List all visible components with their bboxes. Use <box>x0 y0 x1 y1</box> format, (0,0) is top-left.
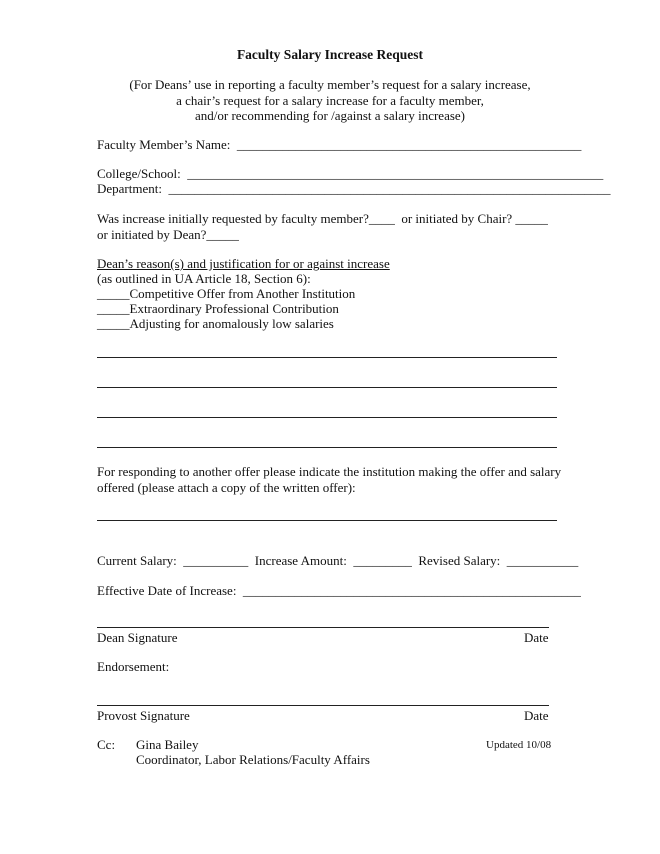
effective-date-field[interactable]: Effective Date of Increase: ____________________________________________________ <box>97 583 581 598</box>
offer-instruction-line-2: offered (please attach a copy of the written offer): <box>97 480 356 495</box>
request-origin-line-2[interactable]: or initiated by Dean?_____ <box>97 227 239 242</box>
cc-name: Gina Bailey <box>136 737 199 752</box>
provost-date-label: Date <box>524 708 549 723</box>
reasons-heading: Dean’s reason(s) and justification for or against increase <box>97 256 390 271</box>
provost-signature-label: Provost Signature <box>97 708 190 723</box>
request-origin-line-1[interactable]: Was increase initially requested by faculty member?____ or initiated by Chair? _____ <box>97 211 548 226</box>
provost-signature-line[interactable] <box>97 705 549 706</box>
department-field[interactable]: Department: ____________________________________________________________________ <box>97 181 611 196</box>
cc-label: Cc: <box>97 737 116 752</box>
justification-line-4[interactable] <box>97 447 557 448</box>
offer-details-line[interactable] <box>97 520 557 521</box>
reason-option-professional-contribution[interactable]: _____Extraordinary Professional Contribution <box>97 301 339 316</box>
intro-line-3: and/or recommending for /against a salary increase) <box>195 108 465 123</box>
justification-line-1[interactable] <box>97 357 557 358</box>
intro-line-1: (For Deans’ use in reporting a faculty member’s request for a salary increase, <box>129 77 531 92</box>
reason-option-competitive-offer[interactable]: _____Competitive Offer from Another Institution <box>97 286 356 301</box>
dean-signature-line[interactable] <box>97 627 549 628</box>
cc-role: Coordinator, Labor Relations/Faculty Affairs <box>136 752 370 767</box>
college-field[interactable]: College/School: ________________________________________________________________ <box>97 166 604 181</box>
updated-date: Updated 10/08 <box>486 739 552 751</box>
faculty-name-field[interactable]: Faculty Member’s Name: _____________________________________________________ <box>97 137 582 152</box>
justification-line-2[interactable] <box>97 387 557 388</box>
form-title: Faculty Salary Increase Request <box>236 47 424 62</box>
salary-fields[interactable]: Current Salary: __________ Increase Amount: _________ Revised Salary: ___________ <box>97 553 579 568</box>
reason-option-low-salary[interactable]: _____Adjusting for anomalously low salaries <box>97 316 334 331</box>
reasons-note: (as outlined in UA Article 18, Section 6): <box>97 271 311 286</box>
offer-instruction-line-1: For responding to another offer please indicate the institution making the offer and salary <box>97 464 562 479</box>
intro-line-2: a chair’s request for a salary increase for a faculty member, <box>176 93 484 108</box>
justification-line-3[interactable] <box>97 417 557 418</box>
dean-date-label: Date <box>524 630 549 645</box>
dean-signature-label: Dean Signature <box>97 630 178 645</box>
endorsement-label: Endorsement: <box>97 659 170 674</box>
